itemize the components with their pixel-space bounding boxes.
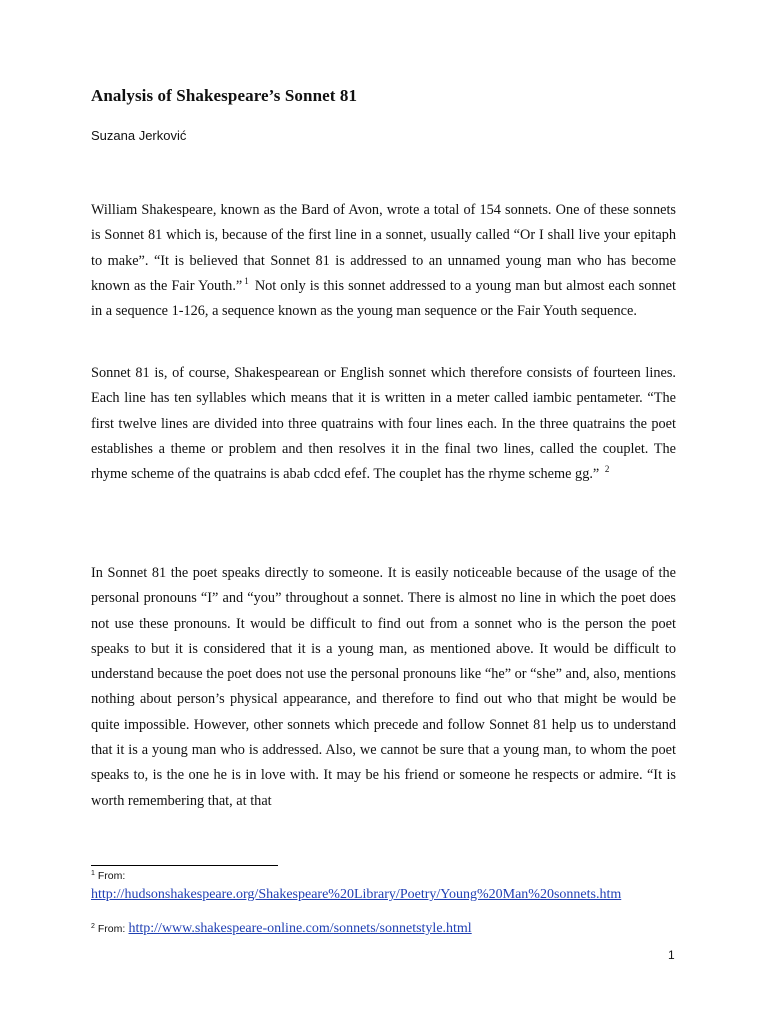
footnote-2	[91, 920, 681, 937]
footnote-2-number: 2	[91, 923, 95, 930]
footnote-2-label	[91, 923, 125, 935]
footnote-1-number: 1	[91, 870, 95, 877]
paragraph-text: Sonnet 81 is, of course, Shakespearean or English sonnet which therefore consists of fourteen lines. Each line has ten syllables which means that it is written in a meter called iambic pentameter. “The first twelve lines are divided into three quatrains with four lines each. In the three quatrains the poet establishes a theme or problem and then resolves it in the final two lines, called the couplet. The rhyme scheme of the quatrains is abab cdcd efef. The couplet has the rhyme scheme gg.”	[91, 365, 676, 483]
footnote-2-from: From:	[97, 923, 126, 935]
footnote-1-label	[91, 869, 681, 884]
author-name: Suzana Jerković	[91, 128, 187, 143]
paragraph-intro	[91, 198, 676, 324]
footnote-1	[91, 886, 681, 902]
paragraph-structure	[91, 361, 676, 487]
footnote-ref-1: 1	[244, 275, 249, 286]
footnote-2-link[interactable]: http://www.shakespeare-online.com/sonnets/sonnetstyle.html	[128, 921, 472, 936]
footnote-1-link[interactable]: http://hudsonshakespeare.org/Shakespeare%20Library/Poetry/Young%20Man%20sonnets.htm	[91, 887, 622, 902]
footnote-1-from: From:	[97, 870, 126, 882]
paragraph-text: Not only is this sonnet addressed to a young man but almost each sonnet in a sequence 1-126, a sequence known as the young man sequence or the Fair Youth sequence.	[91, 277, 676, 320]
paragraph-text: William Shakespeare, known as the Bard of Avon, wrote a total of 154 sonnets. One of these sonnets is Sonnet 81 which is, because of the first line in a sonnet, usually called “Or I shall live your epitaph to make”. “It is believed that Sonnet 81 is addressed to an unnamed young man who has become known as the Fair Youth.”	[91, 202, 676, 294]
page-title: Analysis of Shakespeare’s Sonnet 81	[91, 86, 358, 105]
page-number: 1	[668, 948, 675, 962]
paragraph-speaker: In Sonnet 81 the poet speaks directly to someone. It is easily noticeable because of the usage of the personal pronouns “I” and “you” throughout a sonnet. There is almost no line in which the poet does not use these pronouns. It would be difficult to find out from a sonnet who is the person the poet speaks to but it is considered that it is a young man, as mentioned above. It would be difficult to understand because the poet does not use the personal pronouns like “he” or “she” and, also, mentions nothing about person’s physical appearance, and therefore to find out who that might be would be quite impossible. However, other sonnets which precede and follow Sonnet 81 help us to understand that it is a young man who is addressed. Also, we cannot be sure that a young man, to whom the poet speaks to, is the one he is in love with. It may be his friend or someone he respects or admire. “It is worth remembering that, at that	[91, 565, 676, 809]
footnote-ref-2: 2	[604, 464, 610, 475]
footnote-divider	[91, 865, 278, 866]
